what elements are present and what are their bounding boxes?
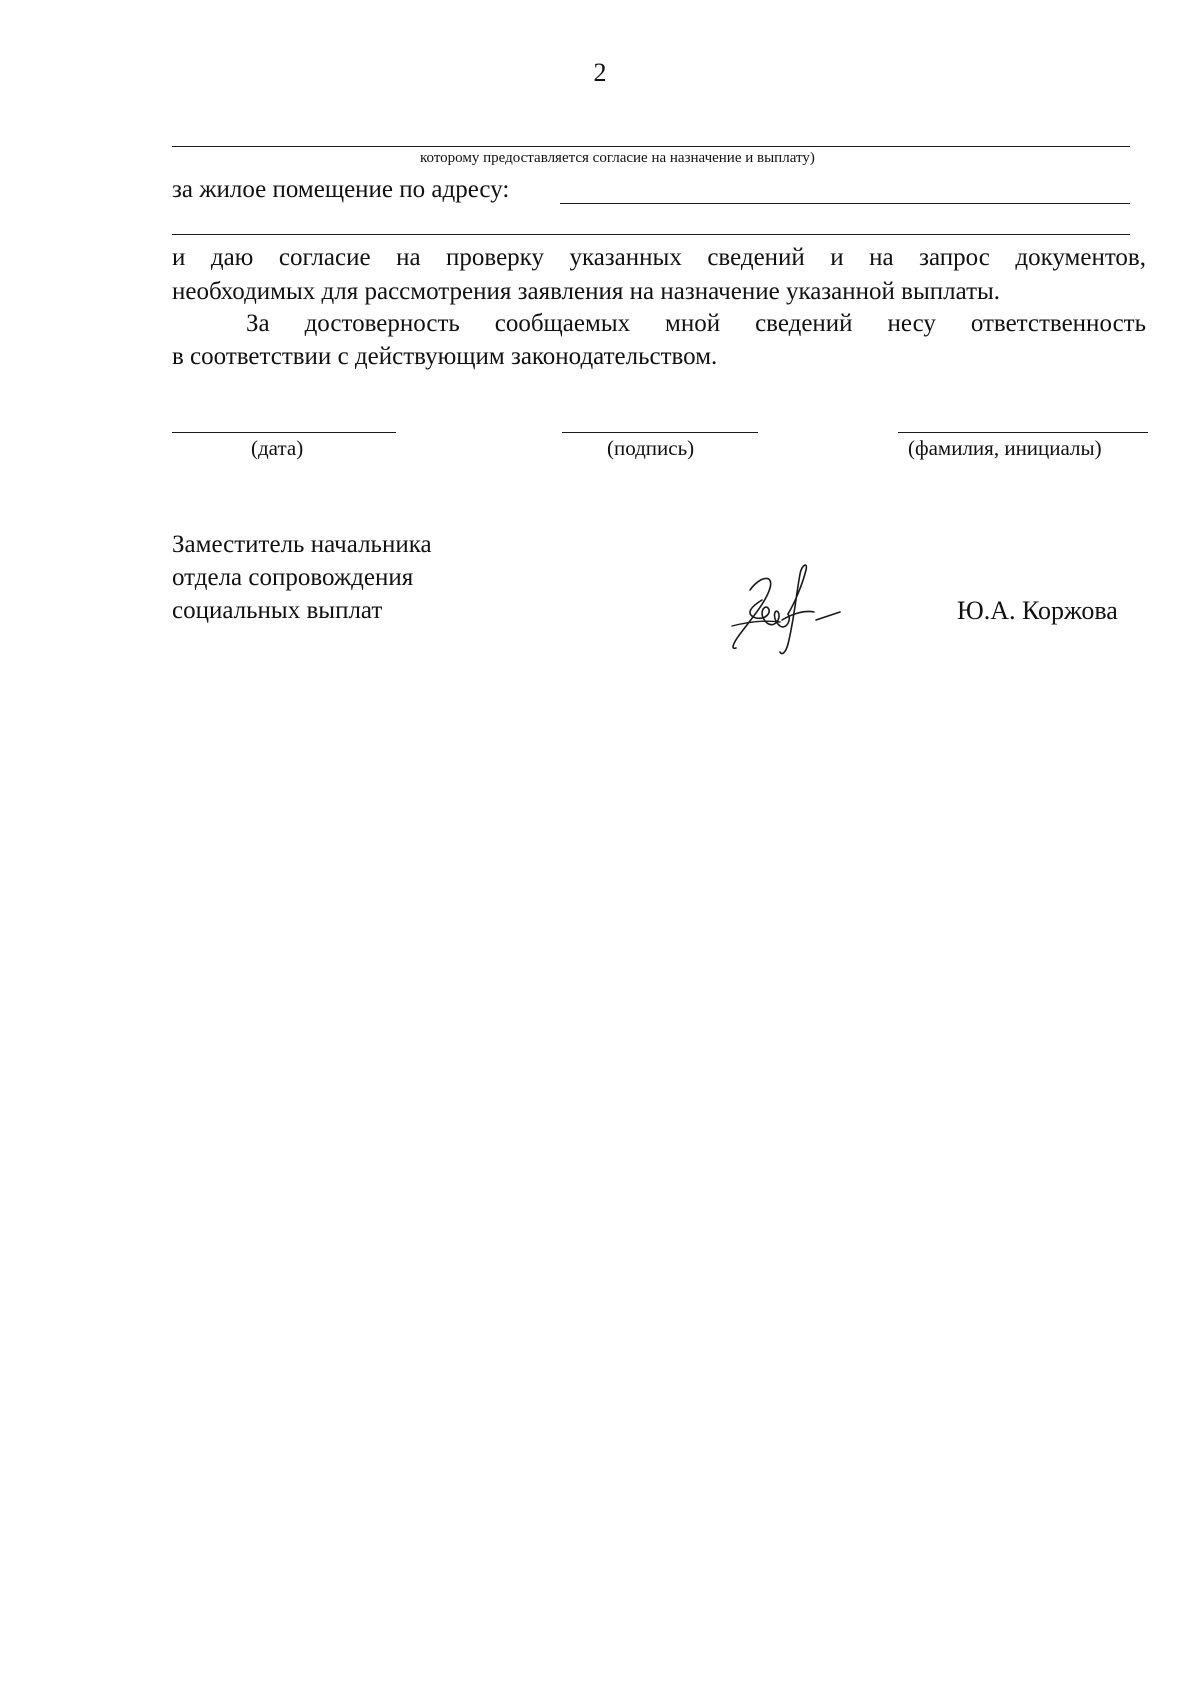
recipient-name-line xyxy=(172,146,1130,147)
signer-position-line-2: отдела сопровождения xyxy=(172,564,414,591)
name-line xyxy=(898,432,1148,433)
consent-line-1: и даю согласие на проверку указанных сведений и на запрос документов, xyxy=(172,244,1146,271)
responsibility-line-1: За достоверность сообщаемых мной сведений несу ответственность xyxy=(246,310,1146,337)
recipient-caption: которому предоставляется согласие на назначение и выплату) xyxy=(420,150,815,166)
address-line-2 xyxy=(172,234,1130,235)
date-caption: (дата) xyxy=(251,436,304,460)
signer-name: Ю.А. Коржова xyxy=(957,596,1118,625)
name-caption: (фамилия, инициалы) xyxy=(908,436,1102,460)
page-number: 2 xyxy=(593,58,607,87)
address-label: за жилое помещение по адресу: xyxy=(172,176,510,203)
signer-position-line-3: социальных выплат xyxy=(172,597,383,624)
signature-line xyxy=(562,432,758,433)
handwritten-signature xyxy=(722,560,852,660)
signature-caption: (подпись) xyxy=(607,436,695,460)
signer-position-line-1: Заместитель начальника xyxy=(172,531,432,558)
date-line xyxy=(172,432,396,433)
address-line xyxy=(560,203,1130,204)
consent-line-2: необходимых для рассмотрения заявления на назначение указанной выплаты. xyxy=(172,278,1001,305)
responsibility-line-2: в соответствии с действующим законодательством. xyxy=(172,343,718,370)
